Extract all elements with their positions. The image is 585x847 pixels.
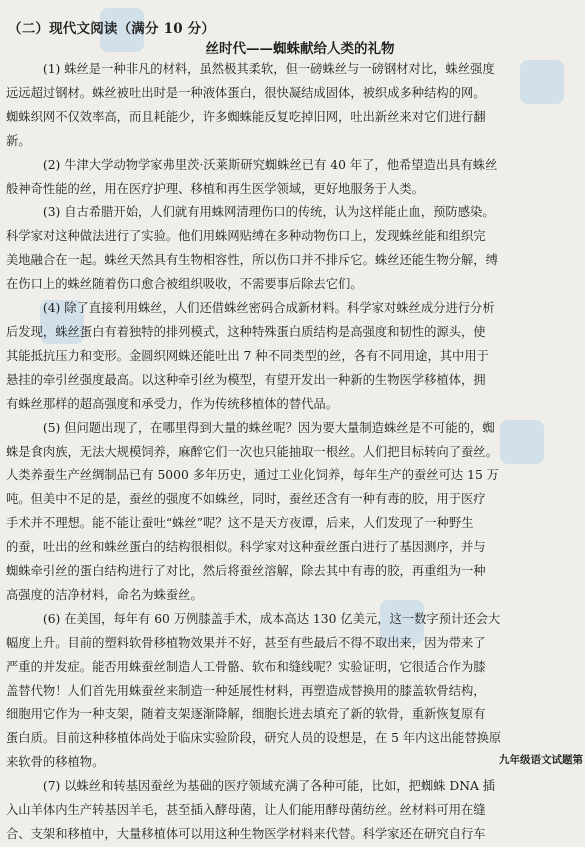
- text-line: (1) 蛛丝是一种非凡的材料，虽然极其柔软，但一磅蛛丝与一磅钢材对比，蛛丝强度: [42, 62, 495, 76]
- paragraph-4: [6, 297, 578, 417]
- text-line: 有蛛丝那样的超高强度和承受力，作为传统移植体的替代品。: [6, 396, 339, 411]
- paragraph-1: [6, 58, 578, 154]
- text-line: 远远超过钢材。蛛丝被吐出时是一种液体蛋白，很快凝结成固体，被织成多种结构的网。: [6, 85, 486, 100]
- text-line: 蛋白质。目前这种移植体尚处于临床实验阶段，研究人员的设想是，在 5 年内这出能替换原: [6, 731, 502, 746]
- paragraph-7: [6, 775, 578, 847]
- text-line: 蜘蛛牵引丝的蛋白结构进行了对比，然后将蚕丝溶解，除去其中有毒的胶，再重组为一种: [6, 564, 486, 579]
- text-line: 高强度的洁净材料，命名为蛛蚕丝。: [6, 587, 203, 602]
- page-footer: 九年级语文试题第: [499, 754, 583, 766]
- text-line: 吨。但美中不足的是，蚕丝的强度不如蛛丝，同时，蚕丝还含有一种有毒的胶，用于医疗: [6, 492, 486, 507]
- text-line: (4) 除了直接利用蛛丝，人们还借蛛丝密码合成新材料。科学家对蛛丝成分进行分析: [42, 301, 495, 316]
- text-line: 蛛是食肉族，无法大规模饲养，麻醉它们一次也只能抽取一根丝。人们把目标转向了蚕丝。: [6, 444, 498, 459]
- text-line: 在伤口上的蛛丝随着伤口愈合被组织吸收，不需要事后除去它们。: [6, 277, 363, 292]
- text-line: (7) 以蛛丝和转基因蚕丝为基础的医疗领域充满了各种可能，比如，把蜘蛛 DNA 插: [42, 779, 496, 794]
- article-title: 丝时代——蜘蛛献给人类的礼物: [205, 41, 395, 57]
- text-line: 严重的并发症。能否用蛛蚕丝制造人工骨骼、软布和缝线呢？实验证明，它很适合作为膝: [6, 659, 486, 674]
- text-line: 手术并不理想。能不能让蚕吐“蛛丝”呢？这不是天方夜谭，后来，人们发现了一种野生: [6, 516, 474, 531]
- text-line: 人类养蚕生产丝绸制品已有 5000 多年历史，通过工业化饲养，每年生产的蚕丝可达 15 万: [6, 468, 499, 483]
- text-line: 其能抵抗压力和变形。金圆织网蛛还能吐出 7 种不同类型的丝，各有不同用途，其中用于: [6, 348, 489, 363]
- paragraph-5: [6, 417, 578, 608]
- text-line: 蜘蛛织网不仅效率高，而且耗能少，许多蜘蛛能反复吃掉旧网，吐出新丝来对它们进行翻: [6, 109, 486, 124]
- text-line: 般神奇性能的丝，用在医疗护理、移植和再生医学领域，更好地服务于人类。: [6, 181, 425, 196]
- text-line: 美地融合在一起。蛛丝天然具有生物相容性，所以伤口并不排斥它。蛛丝还能生物分解，缚: [6, 253, 498, 268]
- text-line: (5) 但问题出现了，在哪里得到大量的蛛丝呢？因为要大量制造蛛丝是不可能的，蜘: [42, 420, 495, 435]
- text-line: (6) 在美国，每年有 60 万例膝盖手术，成本高达 130 亿美元，这一数字预计还会大: [42, 611, 501, 626]
- text-line: 来软骨的移植物。: [6, 755, 105, 770]
- text-line: 悬挂的牵引丝强度最高。以这种牵引丝为模型，有望开发出一种新的生物医学移植体，拥: [6, 372, 486, 387]
- text-line: 的蚕，吐出的丝和蛛丝蛋白的结构很相似。科学家对这种蚕丝蛋白进行了基因测序，并与: [6, 540, 486, 555]
- text-line: 入山羊体内生产转基因羊毛，甚至插入酵母菌，让人们能用酵母菌纺丝。丝材料可用在缝: [6, 803, 486, 818]
- text-line: (2) 牛津大学动物学家弗里茨·沃莱斯研究蜘蛛丝已有 40 年了，他希望造出具有蛛丝: [42, 157, 498, 172]
- text-line: 新。: [6, 133, 31, 148]
- text-line: 科学家对这种做法进行了实验。他们用蛛网贴缚在多种动物伤口上，发现蛛丝能和组织完: [6, 229, 486, 244]
- paragraph-2: [6, 154, 578, 202]
- article-body: [6, 58, 578, 847]
- text-line: 合、支架和移植中，大量移植体可以用这种生物医学材料来代替。科学家还在研究自行车: [6, 827, 486, 841]
- paragraph-6: [6, 608, 578, 775]
- paragraph-3: [6, 201, 578, 297]
- text-line: 后发现，蛛丝蛋白有着独特的排列模式，这种特殊蛋白质结构是高强度和韧性的源头，使: [6, 324, 486, 339]
- text-line: 细胞用它作为一种支架，随着支架逐渐降解，细胞长进去填充了新的软骨，重新恢复原有: [6, 707, 486, 722]
- text-line: 盖替代物！人们首先用蛛蚕丝来制造一种延展性材料，再塑造成替换用的膝盖软骨结构，: [6, 683, 486, 698]
- text-line: (3) 自古希腊开始，人们就有用蛛网清理伤口的传统，认为这样能止血，预防感染。: [42, 205, 495, 220]
- text-line: 幅度上升。目前的塑料软骨移植物效果并不好，甚至有些最后不得不取出来，因为带来了: [6, 635, 486, 650]
- section-title: （二）现代文阅读（满分 10 分）: [8, 21, 216, 37]
